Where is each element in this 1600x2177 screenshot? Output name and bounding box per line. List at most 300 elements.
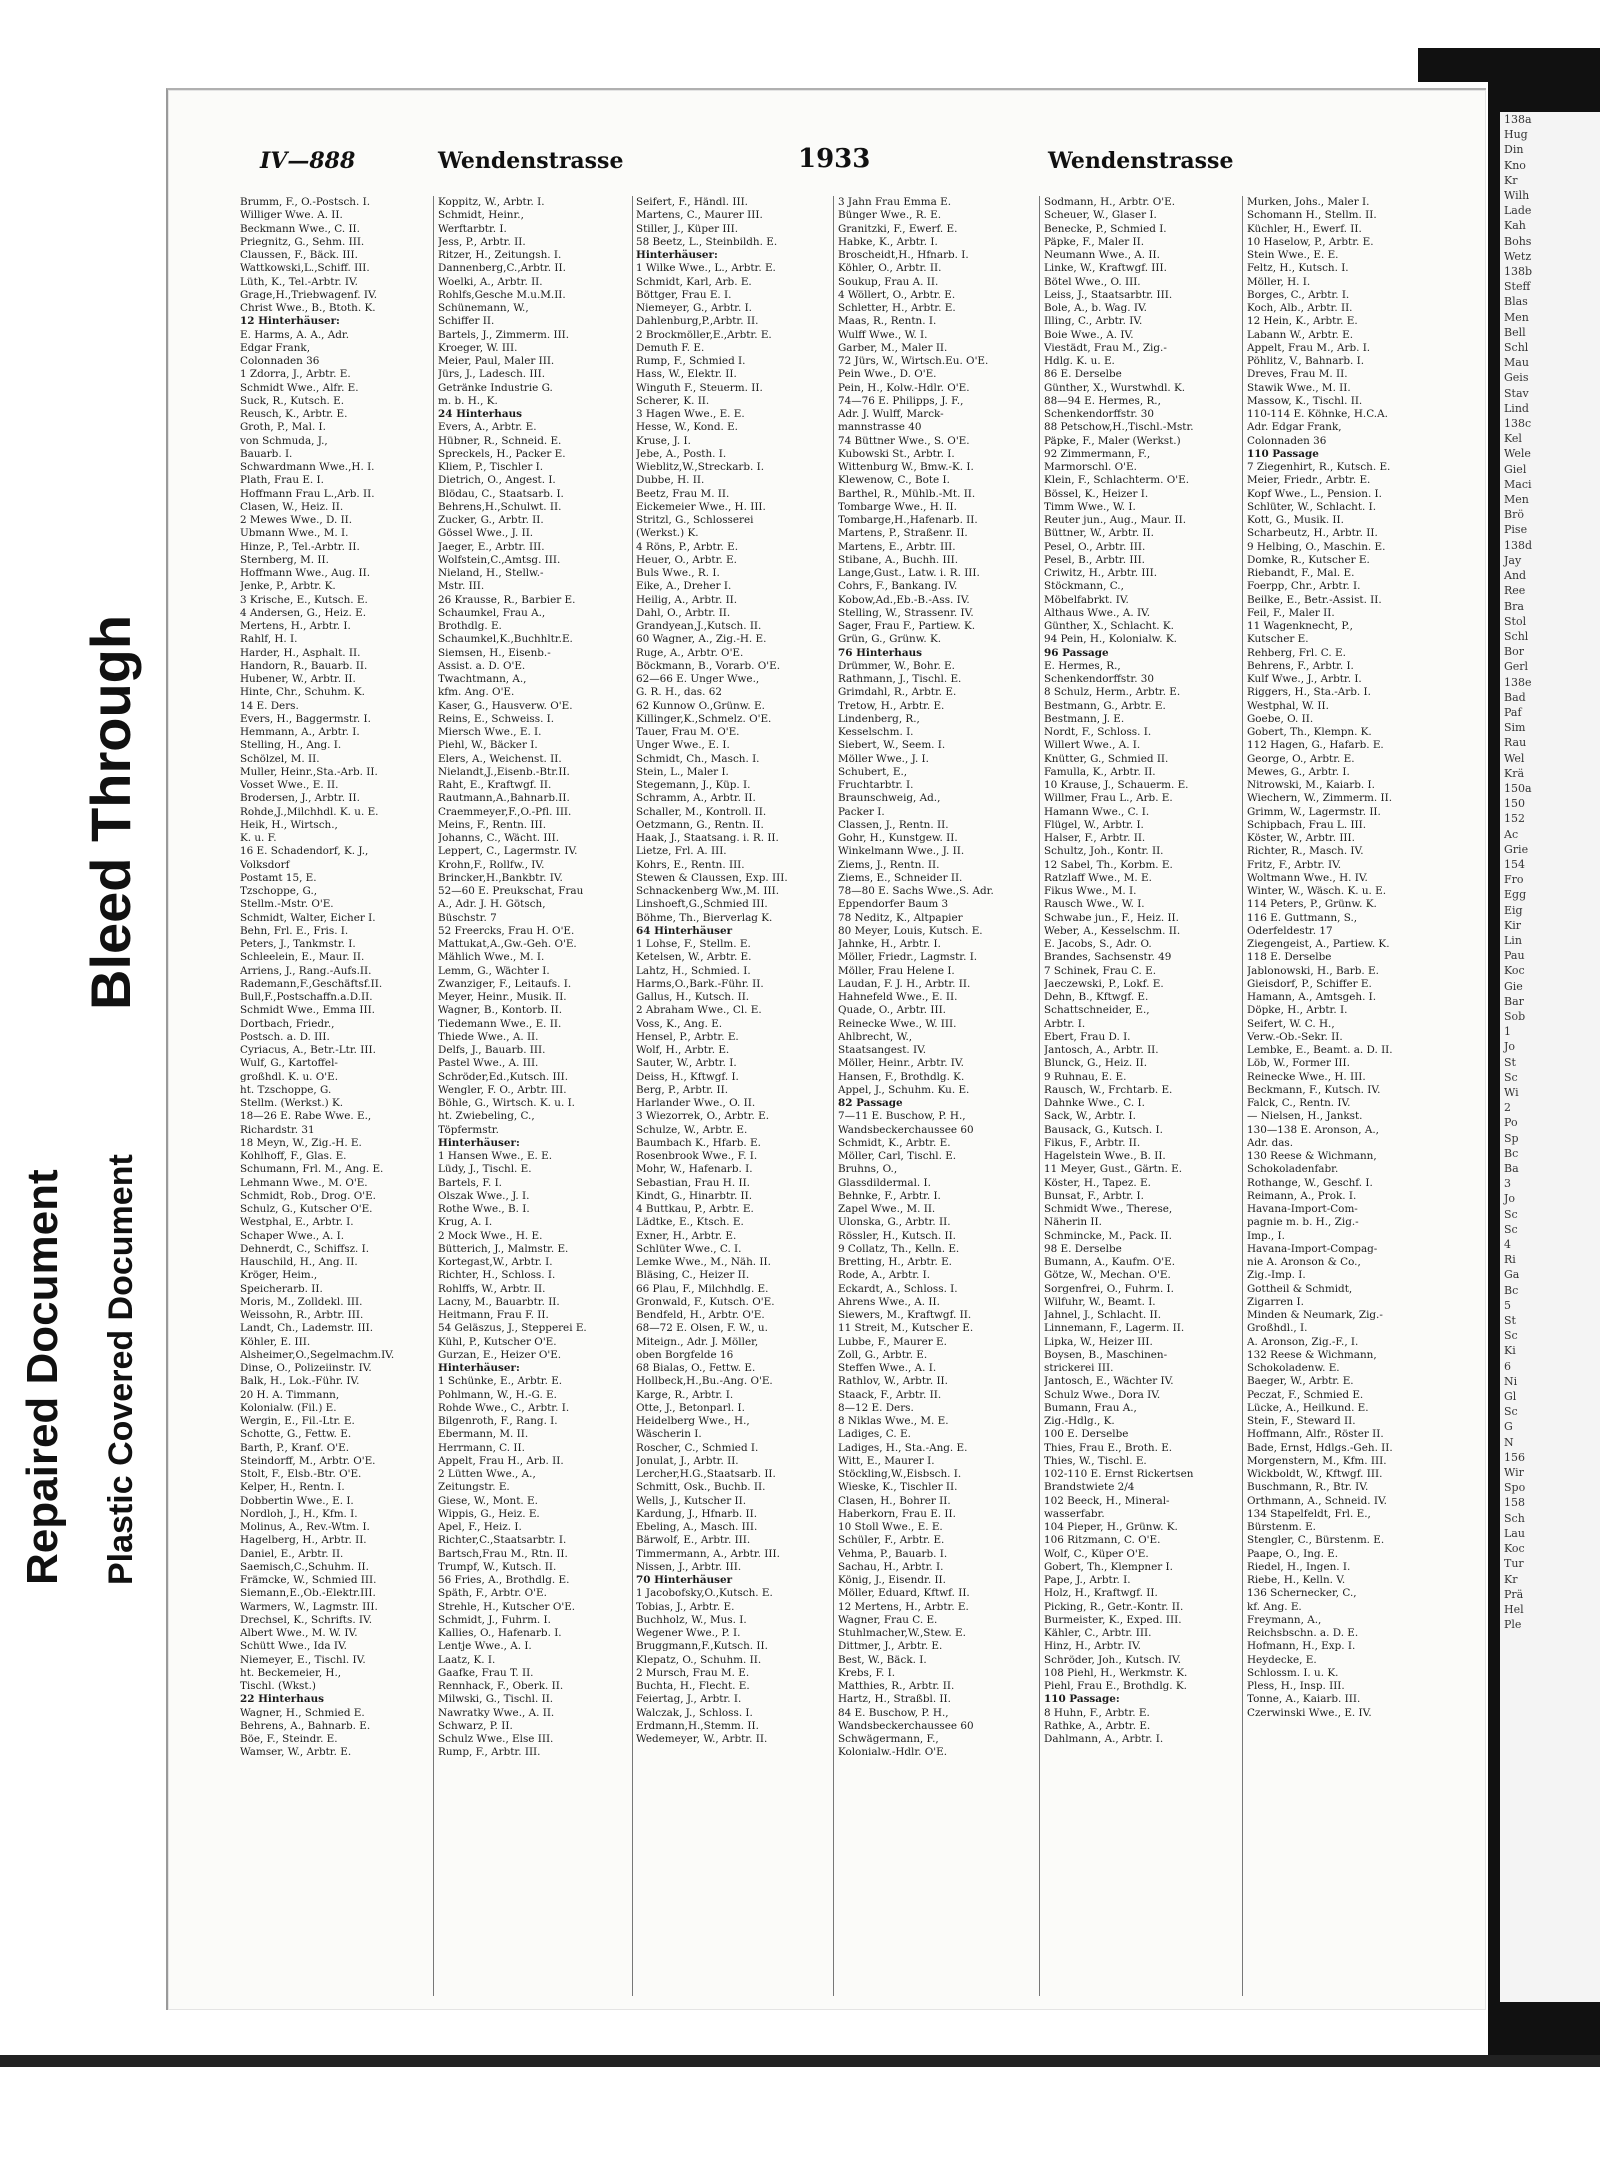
directory-entry: Böhle, G., Wirtsch. K. u. I.	[438, 1097, 575, 1109]
directory-entry: Bötel Wwe., O. III.	[1044, 275, 1141, 288]
directory-entry: Schröder,Ed.,Kutsch. III.	[438, 1070, 569, 1083]
directory-entry: Braunschweig, Ad.,	[838, 792, 941, 805]
directory-entry: Möller, Carl, Tischl. E.	[838, 1150, 957, 1162]
directory-entry: Rössler, H., Kutsch. II.	[838, 1229, 956, 1242]
directory-entry: Minden & Neumark, Zig.-	[1247, 1309, 1383, 1321]
directory-entry: 11 Wagenknecht, P.,	[1247, 620, 1353, 632]
directory-entry: 112 Hagen, G., Hafarb. E.	[1247, 739, 1384, 752]
directory-entry: Reusch, K., Arbtr. E.	[240, 408, 348, 420]
directory-entry: Lemke Wwe., M., Näh. II.	[636, 1256, 771, 1268]
directory-entry: Kubowski St., Arbtr. I.	[838, 447, 955, 460]
directory-entry: Bull,F.,Postschaffn.a.D.II.	[240, 991, 373, 1003]
directory-entry: 1 Jacobofsky,O.,Kutsch. E.	[636, 1587, 773, 1600]
directory-entry: 3 Hagen Wwe., E. E.	[636, 408, 745, 420]
directory-entry: Williger Wwe. A. II.	[240, 209, 343, 222]
directory-entry: 62 Kunnow O.,Grünw. E.	[636, 699, 765, 712]
directory-entry: George, O., Arbtr. E.	[1247, 752, 1355, 765]
directory-entry: Lüth, K., Tel.-Arbtr. IV.	[240, 275, 358, 288]
directory-entry: Feiertag, J., Arbtr. I.	[636, 1693, 742, 1706]
directory-entry: Zeitungstr. E.	[438, 1481, 510, 1494]
directory-entry: Kallies, O., Hafenarb. I.	[438, 1627, 562, 1639]
directory-entry: Krug, A. I.	[438, 1216, 493, 1229]
directory-entry: Stellm. (Werkst.) K.	[240, 1097, 344, 1109]
directory-entry: Ruge, A., Arbtr. O'E.	[636, 646, 744, 659]
directory-entry: Witt, E., Maurer I.	[838, 1454, 935, 1467]
directory-entry: Paape, O., Ing. E.	[1247, 1547, 1339, 1560]
next-page-fragment: Sim	[1504, 721, 1526, 735]
next-page-fragment: Bad	[1504, 690, 1526, 704]
directory-entry: Hartz, H., Straßbl. II.	[838, 1693, 951, 1706]
next-page-fragment: 6	[1504, 1359, 1511, 1373]
directory-entry: Lercher,H.G.,Staatsarb. II.	[636, 1468, 776, 1480]
directory-entry: 14 E. Ders.	[240, 699, 299, 712]
directory-entry: 2 Mursch, Frau M. E.	[636, 1666, 750, 1679]
directory-entry: Bruhns, O.,	[838, 1163, 898, 1176]
directory-entry: Stibane, A., Buchh. III.	[838, 553, 959, 566]
directory-entry: Wells, J., Kutscher II.	[636, 1494, 747, 1507]
directory-entry: Delfs, J., Bauarb. III.	[438, 1044, 546, 1056]
directory-entry: 18 Meyn, W., Zig.-H. E.	[240, 1136, 362, 1149]
directory-entry: Gieisdorf, P., Schiffer E.	[1247, 977, 1372, 990]
directory-entry: Meyer, Heinr., Musik. II.	[438, 991, 567, 1003]
directory-entry: Siemsen, H., Eisenb.-	[438, 646, 551, 659]
directory-entry: Piehl, Frau E., Brothdlg. K.	[1044, 1680, 1187, 1692]
next-page-fragment: 5	[1504, 1298, 1511, 1312]
directory-entry: 86 E. Derselbe	[1044, 368, 1122, 381]
directory-entry: Appel, J., Schuhm. Ku. E.	[838, 1083, 970, 1096]
directory-entry: Apel, F., Heiz. I.	[438, 1521, 522, 1533]
next-page-fragment: Wir	[1504, 1466, 1524, 1480]
directory-entry: 3 Jahn Frau Emma E.	[838, 196, 952, 208]
directory-entry: Roscher, C., Schmied I.	[636, 1441, 759, 1454]
directory-entry: Dubbe, H. II.	[636, 474, 705, 487]
directory-entry: Pöhlitz, V., Bahnarb. I.	[1247, 355, 1365, 367]
directory-entry: Päpke, F., Maler II.	[1044, 235, 1145, 248]
directory-entry: Schlossm. I. u. K.	[1247, 1666, 1339, 1679]
directory-entry: Beckmann Wwe., C. II.	[240, 222, 360, 235]
next-page-fragment: Gie	[1504, 979, 1523, 993]
directory-entry: Killinger,K.,Schmelz. O'E.	[636, 712, 772, 725]
directory-entry: — Nielsen, H., Jankst.	[1247, 1110, 1363, 1123]
directory-entry: Jebe, A., Posth. I.	[636, 447, 727, 460]
directory-entry: Jenke, P., Arbtr. K.	[240, 580, 336, 593]
directory-entry: Lehmann Wwe., M. O'E.	[240, 1176, 368, 1189]
next-page-fragment: Bc	[1504, 1283, 1519, 1297]
directory-entry: Hamann, A., Amtsgeh. I.	[1247, 991, 1377, 1003]
directory-entry: Feil, F., Maler II.	[1247, 606, 1335, 619]
directory-entry: Ratzlaff Wwe., M. E.	[1044, 871, 1152, 884]
directory-entry: Sauter, W., Arbtr. I.	[636, 1057, 737, 1070]
directory-entry: Westphal, W. II.	[1247, 699, 1329, 712]
directory-entry: (Werkst.) K.	[636, 527, 699, 540]
directory-entry: 8—12 E. Ders.	[838, 1401, 914, 1414]
directory-entry: Rump, F., Schmied I.	[636, 355, 746, 367]
directory-entry: Edgar Frank,	[240, 341, 311, 354]
directory-entry: 7 Ziegenhirt, R., Kutsch. E.	[1247, 461, 1391, 473]
directory-entry: 2 Abraham Wwe., Cl. E.	[636, 1004, 762, 1017]
next-page-fragment: 138b	[1504, 265, 1533, 279]
directory-entry: Wolfstein,C.,Amtsg. III.	[438, 553, 561, 566]
directory-entry: 22 Hinterhaus	[240, 1693, 324, 1706]
directory-entry: Buchta, H., Flecht. E.	[636, 1680, 750, 1692]
directory-entry: Bunsat, F., Arbtr. I.	[1044, 1189, 1144, 1202]
directory-entry: Domke, R., Kutscher E.	[1247, 553, 1370, 566]
directory-entry: 24 Hinterhaus	[438, 408, 522, 420]
directory-entry: Hinterhäuser:	[438, 1136, 520, 1149]
directory-entry: Voss, K., Ang. E.	[636, 1017, 723, 1030]
directory-entry: Schwarz, P. II.	[438, 1719, 513, 1732]
next-page-fragment: Prä	[1504, 1587, 1524, 1601]
directory-entry: Boie Wwe., A. IV.	[1044, 328, 1134, 341]
directory-entry: Schlüter Wwe., C. I.	[636, 1242, 742, 1255]
directory-entry: Craemmeyer,F.,O.-Pfl. III.	[438, 805, 572, 818]
directory-entry: Daniel, E., Arbtr. II.	[240, 1547, 344, 1560]
directory-entry: Hinterhäuser:	[438, 1362, 520, 1374]
next-page-fragment: And	[1504, 569, 1527, 583]
directory-entry: Ladiges, C. E.	[838, 1428, 911, 1441]
directory-entry: Suck, R., Kutsch. E.	[240, 394, 345, 407]
directory-entry: Schipbach, Frau L. III.	[1247, 818, 1367, 831]
directory-entry: Cyriacus, A., Betr.-Ltr. III.	[240, 1044, 376, 1056]
directory-entry: Lipka, W., Heizer III.	[1044, 1335, 1153, 1348]
directory-entry: Heitmann, Frau F. II.	[438, 1309, 549, 1321]
directory-entry: Buls Wwe., R. I.	[636, 567, 720, 579]
directory-entry: Eckardt, A., Schloss. I.	[838, 1282, 958, 1295]
next-page-fragment: Kno	[1504, 158, 1526, 172]
directory-entry: Groth, P., Mal. I.	[240, 421, 326, 434]
directory-entry: Brodersen, J., Arbtr. II.	[240, 792, 360, 805]
directory-entry: Havana-Import-Com-	[1247, 1203, 1358, 1215]
next-page-fragment: Spo	[1504, 1481, 1526, 1495]
directory-entry: Ziems, J., Rentn. II.	[838, 858, 940, 871]
directory-entry: Appelt, Frau M., Arb. I.	[1247, 341, 1371, 354]
directory-entry: Timm Wwe., W. I.	[1044, 500, 1136, 513]
next-page-fragment: Sc	[1504, 1070, 1518, 1084]
directory-entry: Riedel, H., Ingen. I.	[1247, 1560, 1351, 1573]
next-page-fragment: 4	[1504, 1238, 1511, 1252]
directory-entry: Bretting, H., Arbtr. E.	[838, 1256, 952, 1268]
directory-entry: Beckmann, F., Kutsch. IV.	[1247, 1083, 1381, 1096]
directory-entry: Schramm, A., Arbtr. II.	[636, 792, 756, 805]
column-4	[838, 196, 1032, 1996]
directory-entry: 66 Plau, F., Milchhdlg. E.	[636, 1282, 769, 1295]
directory-entry: Deiss, H., Kftwgf. I.	[636, 1070, 739, 1083]
directory-entry: Drümmer, W., Bohr. E.	[838, 659, 955, 672]
directory-entry: Schünemann, W.,	[438, 302, 529, 314]
directory-entry: 92 Zimmermann, F.,	[1044, 447, 1151, 460]
directory-entry: Borges, C., Arbtr. I.	[1247, 288, 1350, 301]
directory-entry: Rademann,F.,Geschäftsf.II.	[240, 977, 383, 990]
directory-entry: Granitzki, F., Ewerf. E.	[838, 222, 958, 235]
directory-entry: Riebandt, F., Mal. E.	[1247, 567, 1355, 579]
directory-entry: Alsheimer,O.,Segelmachm.IV.	[240, 1348, 395, 1361]
directory-entry: Westphal, E., Arbtr. I.	[240, 1216, 354, 1229]
directory-entry: Harder, H., Asphalt. II.	[240, 646, 361, 659]
directory-entry: Linshoeft,G.,Schmied III.	[636, 898, 768, 911]
directory-entry: Jaeger, E., Arbtr. III.	[438, 540, 545, 553]
directory-entry: 9 Collatz, Th., Kelln. E.	[838, 1242, 960, 1255]
directory-entry: Marmorschl. O'E.	[1044, 461, 1137, 473]
directory-entry: Glassdildermal. I.	[838, 1176, 931, 1189]
directory-entry: Schenkendorffstr. 30	[1044, 673, 1155, 685]
directory-entry: Pesel, O., Arbtr. III.	[1044, 540, 1146, 553]
directory-entry: Karge, R., Arbtr. I.	[636, 1388, 734, 1401]
directory-entry: 104 Pieper, H., Grünw. K.	[1044, 1521, 1178, 1533]
directory-entry: Stegemann, J., Küp. I.	[636, 779, 751, 791]
directory-entry: 78 Neditz, K., Altpapier	[838, 911, 963, 924]
directory-entry: Wittenburg W., Bmw.-K. I.	[838, 461, 974, 473]
directory-entry: Bürstenm. E.	[1247, 1521, 1316, 1533]
directory-entry: Klein, F., Schlachterm. O'E.	[1044, 474, 1190, 487]
directory-entry: Böckmann, B., Vorarb. O'E.	[636, 659, 781, 672]
next-page-fragment: Sch	[1504, 1511, 1525, 1525]
directory-entry: Koppitz, W., Arbtr. I.	[438, 196, 545, 208]
directory-entry: Koch, Alb., Arbtr. II.	[1247, 302, 1353, 314]
directory-entry: Schwägermann, F.,	[838, 1733, 939, 1745]
directory-entry: Dehn, B., Kftwgf. E.	[1044, 991, 1149, 1003]
directory-entry: Cohrs, F., Bankang. IV.	[838, 580, 958, 593]
directory-entry: Clasen, W., Heiz. II.	[240, 500, 344, 513]
directory-entry: 52—60 E. Preukschat, Frau	[438, 885, 584, 897]
directory-entry: Krohn,F., Rollfw., IV.	[438, 858, 545, 871]
directory-entry: 88—94 E. Hermes, R.,	[1044, 394, 1161, 407]
directory-entry: E. Harms, A. A., Adr.	[240, 328, 350, 341]
directory-entry: Nissen, J., Arbtr. III.	[636, 1560, 742, 1573]
directory-entry: Wulff Wwe., W. I.	[838, 328, 928, 341]
directory-entry: Burmeister, K., Exped. III.	[1044, 1613, 1182, 1626]
directory-entry: Dittmer, J., Arbtr. E.	[838, 1640, 943, 1653]
directory-entry: Richardstr. 31	[240, 1123, 315, 1136]
directory-entry: Grage,H.,Triebwagenf. IV.	[240, 288, 378, 301]
directory-entry: Kroeger, W. III.	[438, 341, 518, 354]
directory-entry: nie A. Aronson & Co.,	[1247, 1256, 1361, 1268]
column-5	[1044, 196, 1236, 1996]
next-page-fragment: Ga	[1504, 1268, 1520, 1282]
directory-entry: Tischl. (Wkst.)	[240, 1680, 316, 1692]
directory-entry: Schmidt, Rob., Drog. O'E.	[240, 1189, 376, 1202]
directory-entry: Töpfermstr.	[438, 1123, 499, 1136]
directory-entry: 10 Haselow, P., Arbtr. E.	[1247, 235, 1374, 248]
directory-entry: Schmitt, Osk., Buchb. II.	[636, 1481, 766, 1494]
directory-entry: wasserfabr.	[1044, 1507, 1105, 1520]
next-page-fragment: Blas	[1504, 295, 1528, 309]
directory-entry: Dietrich, O., Angest. I.	[438, 474, 556, 487]
directory-entry: 84 E. Buschow, P. H.,	[838, 1706, 949, 1719]
directory-entry: Köster, H., Tapez. E.	[1044, 1176, 1151, 1189]
next-page-fragment: Men	[1504, 493, 1529, 507]
next-page-fragment: 138a	[1504, 113, 1532, 126]
directory-entry: Milwski, G., Tischl. II.	[438, 1693, 554, 1706]
directory-entry: Scheuer, W., Glaser I.	[1044, 209, 1157, 222]
directory-entry: Best, W., Bäck. I.	[838, 1653, 927, 1666]
directory-entry: Gohr, H., Kunstgew. II.	[838, 832, 958, 844]
next-page-fragment: Maci	[1504, 477, 1532, 491]
directory-entry: Blunck, G., Heiz. II.	[1044, 1057, 1148, 1070]
directory-entry: 3 Krische, E., Kutsch. E.	[240, 593, 368, 606]
directory-entry: Stritzl, G., Schlosserei	[636, 514, 754, 526]
directory-entry: 106 Ritzmann, C. O'E.	[1044, 1534, 1161, 1547]
directory-entry: Jahnel, J., Schlacht. II.	[1044, 1309, 1162, 1321]
directory-entry: Laatz, K. I.	[438, 1653, 496, 1666]
directory-entry: Linke, W., Kraftwgf. III.	[1044, 262, 1167, 275]
directory-entry: Buschmann, R., Btr. IV.	[1247, 1481, 1369, 1494]
directory-entry: Adr. Edgar Frank,	[1247, 421, 1342, 434]
next-page-fragment: Koc	[1504, 964, 1525, 978]
next-page-fragment: Wel	[1504, 751, 1525, 765]
directory-entry: Ziems, E., Schneider II.	[838, 871, 963, 884]
next-page-fragment: Pau	[1504, 949, 1525, 963]
directory-entry: Foerpp, Chr., Arbtr. I.	[1247, 580, 1361, 593]
directory-entry: Hauschild, H., Ang. II.	[240, 1256, 358, 1268]
directory-entry: Nordloh, J., H., Kfm. I.	[240, 1507, 358, 1520]
directory-entry: Pastel Wwe., A. III.	[438, 1057, 539, 1070]
directory-entry: Döpke, H., Arbtr. I.	[1247, 1004, 1348, 1017]
directory-entry: Reuter jun., Aug., Maur. II.	[1044, 514, 1186, 526]
directory-entry: Nawratky Wwe., A. II.	[438, 1706, 555, 1719]
directory-entry: Lüdy, J., Tischl. E.	[438, 1163, 532, 1176]
directory-entry: Behrens,H.,Schulwt. II.	[438, 500, 562, 513]
directory-entry: 2 Lütten Wwe., A.,	[438, 1468, 536, 1480]
next-page-fragment: Hel	[1504, 1602, 1524, 1616]
column-1	[240, 196, 426, 1996]
directory-entry: Unger Wwe., E. I.	[636, 739, 730, 752]
directory-entry: Neumann Wwe., A. II.	[1044, 249, 1160, 261]
directory-entry: Weber, A., Kesselschm. II.	[1044, 924, 1181, 937]
directory-entry: Massow, K., Tischl. II.	[1247, 394, 1363, 407]
next-page-fragment: Egg	[1504, 888, 1527, 902]
next-page-fragment: Hug	[1504, 128, 1528, 142]
directory-entry: Behrens, A., Bahnarb. E.	[240, 1719, 371, 1732]
directory-entry: Vosset Wwe., E. II.	[240, 779, 339, 791]
directory-entry: 16 E. Schadendorf, K. J.,	[240, 845, 369, 858]
directory-entry: Götze, W., Mechan. O'E.	[1044, 1269, 1171, 1282]
directory-entry: Winkelmann Wwe., J. II.	[838, 845, 965, 858]
directory-entry: Claussen, F., Bäck. III.	[240, 249, 358, 261]
directory-entry: Böhme, Th., Bierverlag K.	[636, 911, 773, 924]
directory-entry: Siebert, W., Seem. I.	[838, 739, 946, 752]
directory-entry: 11 Streit, M., Kutscher E.	[838, 1322, 974, 1335]
directory-entry: Baeger, W., Arbtr. E.	[1247, 1375, 1354, 1388]
directory-entry: Lietze, Frl. A. III.	[636, 845, 727, 858]
directory-entry: Christ Wwe., B., Btoth. K.	[240, 302, 376, 314]
directory-entry: Hübner, R., Schneid. E.	[438, 434, 562, 447]
directory-entry: Bartsch,Frau M., Rtn. II.	[438, 1547, 568, 1560]
directory-entry: 98 E. Derselbe	[1044, 1242, 1122, 1255]
directory-entry: Mertens, H., Arbtr. I.	[240, 620, 351, 632]
directory-entry: Kohrs, E., Rentn. III.	[636, 858, 745, 871]
next-page-fragment: Kr	[1504, 173, 1518, 187]
directory-entry: Broscheidt,H., Hfnarb. I.	[838, 249, 969, 261]
directory-entry: kfm. Ang. O'E.	[438, 686, 515, 699]
plastic-covered-label: Plastic Covered Document	[102, 1154, 140, 1585]
directory-entry: Beetz, Frau M. II.	[636, 487, 730, 500]
next-page-fragment: Grie	[1504, 842, 1529, 856]
directory-entry: Schmidt, J., Fuhrm. I.	[438, 1613, 551, 1626]
directory-entry: m. b. H., K.	[438, 394, 498, 407]
directory-entry: Moris, M., Zolldekl. III.	[240, 1295, 363, 1308]
directory-entry: Richter, H., Schloss. I.	[438, 1269, 556, 1282]
repaired-document-label: Repaired Document	[18, 1169, 67, 1585]
directory-entry: Schultz, Joh., Kontr. II.	[1044, 845, 1164, 858]
directory-entry: Möbelfabrkt. IV.	[1044, 593, 1129, 606]
directory-entry: Ahrens Wwe., A. II.	[838, 1295, 940, 1308]
directory-entry: Ahlbrecht, W.,	[838, 1030, 913, 1043]
next-page-fragment: 150	[1504, 797, 1525, 811]
directory-entry: Kolonialw.-Hdlr. O'E.	[838, 1746, 948, 1759]
directory-entry: Raht, E., Kraftwgf. II.	[438, 779, 552, 791]
next-page-fragment: Sc	[1504, 1207, 1518, 1221]
next-page-fragment: Giel	[1504, 462, 1527, 476]
directory-entry: Jaeczewski, P., Lokf. E.	[1044, 977, 1164, 990]
directory-entry: Dahnke Wwe., C. I.	[1044, 1097, 1145, 1109]
directory-entry: Stelling, W., Strassenr. IV.	[838, 606, 974, 619]
directory-entry: 68 Bialas, O., Fettw. E.	[636, 1362, 756, 1374]
directory-entry: Stiller, J., Küper III.	[636, 222, 739, 235]
directory-entry: Muller, Heinr.,Sta.-Arb. II.	[240, 765, 378, 778]
directory-entry: Reins, E., Schweiss. I.	[438, 712, 555, 725]
directory-entry: Willert Wwe., A. I.	[1044, 739, 1141, 752]
directory-entry: Schmidt Wwe., Alfr. E.	[240, 381, 359, 394]
directory-entry: Wippis, G., Heiz. E.	[438, 1507, 540, 1520]
directory-entry: Bole, A., b. Wag. IV.	[1044, 302, 1147, 314]
directory-entry: 2 Mock Wwe., H. E.	[438, 1229, 543, 1242]
directory-entry: Hass, W., Elektr. II.	[636, 368, 737, 381]
directory-entry: Peczat, F., Schmied E.	[1247, 1388, 1364, 1401]
directory-entry: Pape, J., Arbtr. I.	[1044, 1574, 1131, 1586]
directory-entry: Richter, R., Masch. IV.	[1247, 845, 1364, 858]
directory-entry: Gronwald, F., Kutsch. O'E.	[636, 1295, 775, 1308]
directory-entry: Hahnefeld Wwe., E. II.	[838, 991, 958, 1003]
next-page-fragment: Eig	[1504, 903, 1523, 917]
directory-entry: Mewes, G., Arbtr. I.	[1247, 765, 1350, 778]
next-page-fragment: St	[1504, 1314, 1516, 1328]
directory-entry: 20 H. A. Timmann,	[240, 1388, 340, 1401]
directory-entry: Habke, K., Arbtr. I.	[838, 235, 938, 248]
directory-entry: Ritzer, H., Zeitungsh. I.	[438, 249, 562, 261]
directory-entry: Fruchtarbtr. I.	[838, 779, 914, 791]
directory-entry: Möller, Frau Helene I.	[838, 964, 955, 977]
directory-entry: A., Adr. J. H. Götsch,	[438, 898, 546, 911]
directory-entry: Niemeyer, G., Arbtr. I.	[636, 302, 752, 314]
directory-entry: Bauarb. I.	[240, 447, 293, 460]
next-page-fragment: 138d	[1504, 538, 1533, 552]
next-page-fragment: Lau	[1504, 1526, 1525, 1540]
directory-entry: Wäscherin I.	[636, 1428, 702, 1441]
next-page-fragment: Wilh	[1504, 189, 1530, 203]
directory-entry: Evers, A., Arbtr. E.	[438, 421, 537, 434]
directory-entry: Hollbeck,H.,Bu.-Ang. O'E.	[636, 1375, 773, 1388]
next-page-fragment: Jo	[1504, 1192, 1516, 1206]
directory-entry: Grimdahl, R., Arbtr. E.	[838, 686, 957, 699]
directory-entry: Heydecke, E.	[1247, 1653, 1317, 1666]
directory-entry: Schokoladenw. E.	[1247, 1362, 1340, 1374]
directory-entry: ht. Beckemeier, H.,	[240, 1666, 342, 1679]
directory-entry: Garber, M., Maler II.	[838, 341, 948, 354]
directory-entry: Lange,Gust., Latw. i. R. III.	[838, 567, 980, 579]
directory-entry: Bilgenroth, F., Rang. I.	[438, 1415, 558, 1427]
directory-entry: Hofmann, H., Exp. I.	[1247, 1640, 1356, 1653]
directory-entry: Lindenberg, R.,	[838, 712, 920, 725]
directory-entry: Schletter, H., Arbtr. E.	[838, 302, 956, 314]
next-page-fragment: Sc	[1504, 1222, 1518, 1236]
directory-entry: oben Borgfelde 16	[636, 1348, 734, 1361]
directory-entry: Pohlmann, W., H.-G. E.	[438, 1388, 557, 1401]
directory-entry: Böttger, Frau E. I.	[636, 288, 732, 301]
directory-entry: Näherin II.	[1044, 1216, 1102, 1229]
next-page-fragment: Ri	[1504, 1253, 1516, 1267]
directory-entry: Clasen, H., Bohrer II.	[838, 1494, 951, 1507]
directory-entry: Warmers, W., Lagmstr. III.	[240, 1600, 378, 1613]
